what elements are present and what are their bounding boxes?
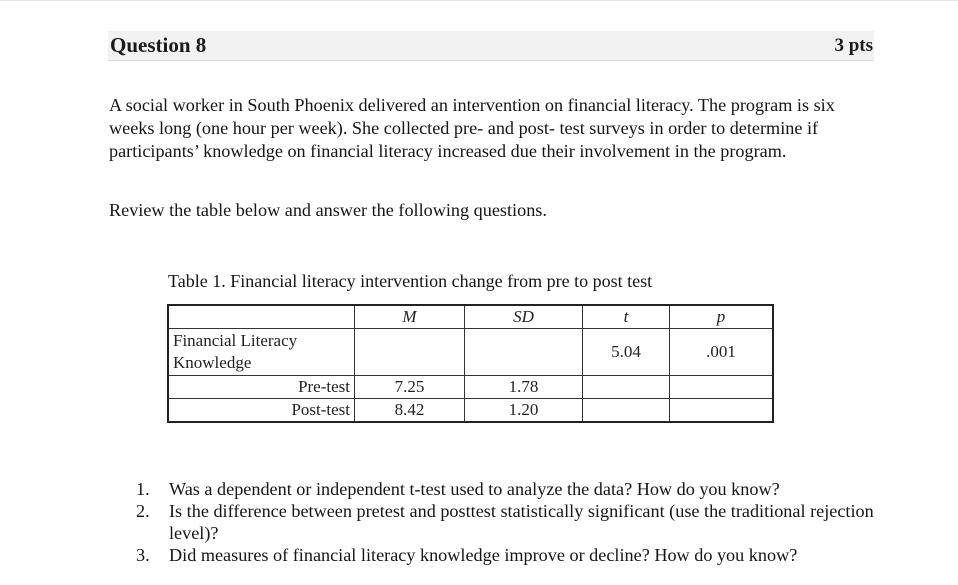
table-caption: Table 1. Financial literacy intervention change from pre to post test [168, 271, 653, 291]
list-item-number: 1. [136, 479, 150, 499]
question-header [108, 31, 874, 61]
cell-t-value: 5.04 [583, 329, 670, 376]
header-cell-t: t [583, 305, 670, 329]
row-label-financial-literacy: Financial Literacy Knowledge [168, 329, 355, 376]
header-cell-empty [168, 305, 355, 329]
table-row [168, 399, 773, 423]
row-label-posttest: Post-test [168, 399, 355, 423]
list-item-number: 3. [136, 545, 150, 565]
question-title: Question 8 [110, 33, 207, 57]
cell-t-value [583, 399, 670, 423]
cell-sd: 1.20 [465, 399, 583, 423]
row-label-pretest: Pre-test [168, 376, 355, 399]
top-divider [0, 0, 958, 1]
header-cell-mean: M [355, 305, 465, 329]
statistics-table [167, 304, 774, 423]
list-item [136, 478, 876, 500]
cell-sd: 1.78 [465, 376, 583, 399]
list-item [136, 544, 876, 566]
review-instruction: Review the table below and answer the following questions. [109, 200, 547, 220]
table-header-row [168, 305, 773, 329]
list-item-text: Did measures of financial literacy knowledge improve or decline? How do you know? [169, 545, 798, 565]
cell-mean: 8.42 [355, 399, 465, 423]
list-item [136, 500, 876, 544]
question-intro-text: A social worker in South Phoenix delivered an intervention on financial literacy. The program is six weeks long (one hour per week). She collected pre- and post- test surveys in order to determine if participants’ knowledge on financial literacy increased due their involvement in the program. [109, 95, 835, 161]
cell-sd [465, 329, 583, 376]
question-list [136, 478, 876, 566]
header-cell-sd: SD [465, 305, 583, 329]
cell-t-value [583, 376, 670, 399]
cell-p-value [670, 376, 774, 399]
table-row [168, 376, 773, 399]
cell-p-value [670, 399, 774, 423]
list-item-text: Was a dependent or independent t-test used to analyze the data? How do you know? [169, 479, 780, 499]
cell-mean: 7.25 [355, 376, 465, 399]
question-points: 3 pts [834, 35, 873, 56]
table-row [168, 329, 773, 376]
cell-mean [355, 329, 465, 376]
header-cell-p: p [670, 305, 774, 329]
list-item-text: Is the difference between pretest and posttest statistically significant (use the traditional rejection level)? [169, 501, 874, 543]
cell-p-value: .001 [670, 329, 774, 376]
list-item-number: 2. [136, 501, 150, 521]
